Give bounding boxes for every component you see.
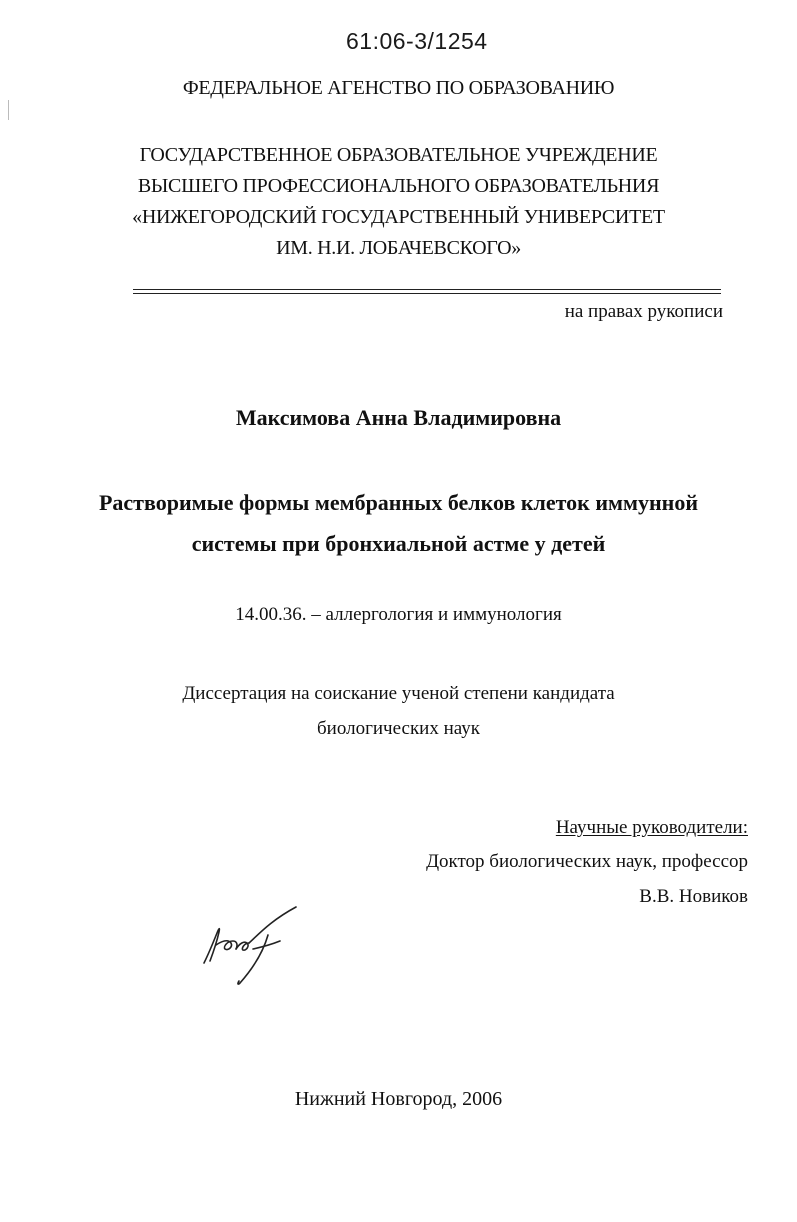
- institution-line: ГОСУДАРСТВЕННОЕ ОБРАЗОВАТЕЛЬНОЕ УЧРЕЖДЕНИЕ: [139, 144, 658, 166]
- city-year: Нижний Новгород, 2006: [294, 1088, 503, 1110]
- title-line: системы при бронхиальной астме у детей: [191, 531, 606, 556]
- rights-note: на правах рукописи: [564, 301, 723, 322]
- degree-statement: [0, 676, 797, 746]
- archive-stamp-code: 61:06-3/1254: [346, 28, 488, 54]
- supervisors-heading: Научные руководители:: [555, 817, 748, 838]
- header-divider-top: [133, 289, 721, 290]
- institution-line: ИМ. Н.И. ЛОБАЧЕВСКОГО»: [276, 237, 521, 259]
- degree-line: биологических наук: [317, 718, 480, 739]
- specialty-code: 14.00.36. – аллергология и иммунология: [235, 604, 562, 625]
- header-divider-bottom: [133, 293, 721, 294]
- agency-name: ФЕДЕРАЛЬНОЕ АГЕНСТВО ПО ОБРАЗОВАНИЮ: [182, 77, 615, 99]
- author-name: Максимова Анна Владимировна: [235, 405, 562, 430]
- institution-line: ВЫСШЕГО ПРОФЕССИОНАЛЬНОГО ОБРАЗОВАТЕЛЬНИЯ: [137, 175, 660, 197]
- degree-line: Диссертация на соискание ученой степени кандидата: [182, 683, 615, 704]
- dissertation-title: [0, 482, 797, 564]
- supervisor-title: Доктор биологических наук, профессор: [426, 851, 748, 872]
- supervisor-name: В.В. Новиков: [639, 886, 748, 907]
- scan-edge-mark: [8, 100, 9, 120]
- handwritten-signature-icon: [198, 905, 308, 987]
- institution-name: [0, 140, 797, 264]
- title-line: Растворимые формы мембранных белков клеток иммунной: [98, 490, 699, 515]
- institution-line: «НИЖЕГОРОДСКИЙ ГОСУДАРСТВЕННЫЙ УНИВЕРСИТЕТ: [132, 206, 665, 228]
